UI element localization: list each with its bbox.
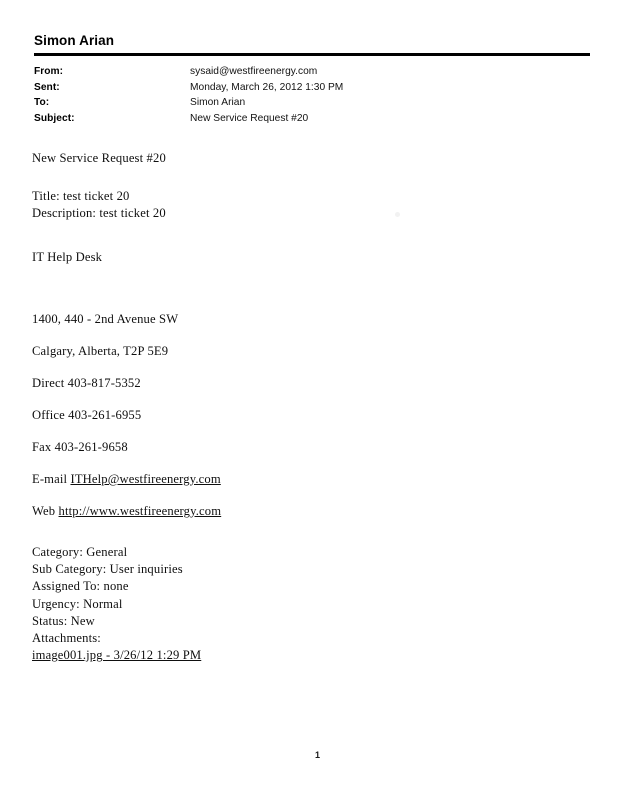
attachment-row [32, 647, 201, 664]
meta-sub-category: Sub Category: User inquiries [32, 562, 183, 577]
signature-contact-block [32, 303, 221, 527]
signature-organisation: IT Help Desk [32, 250, 103, 264]
phone-fax-line: Fax 403-261-9658 [32, 440, 128, 454]
address-city-line: Calgary, Alberta, T2P 5E9 [32, 344, 169, 358]
header-value-sent: Monday, March 26, 2012 1:30 PM [190, 81, 344, 93]
meta-urgency: Urgency: Normal [32, 596, 123, 611]
email-line [32, 463, 221, 495]
address-street-line: 1400, 440 - 2nd Avenue SW [32, 312, 179, 326]
sender-name-heading: Simon Arian [34, 33, 115, 48]
meta-category: Category: General [32, 545, 128, 559]
document-header [34, 33, 590, 56]
ticket-description-line: Description: test ticket 20 [32, 206, 166, 220]
header-divider [34, 53, 590, 56]
header-label-to: To: [34, 97, 50, 109]
header-label-subject: Subject: [34, 112, 75, 124]
web-line [32, 495, 221, 527]
ticket-details-block [32, 188, 166, 222]
phone-office-line: Office 403-261-6955 [32, 408, 142, 422]
body-subject-line: New Service Request #20 [32, 151, 166, 165]
header-label-from: From: [34, 66, 64, 77]
meta-status: Status: New [32, 613, 95, 628]
header-label-sent: Sent: [34, 81, 60, 93]
email-header-fields [34, 64, 554, 126]
web-label: Web [32, 504, 59, 518]
header-value-from: sysaid@westfireenergy.com [190, 66, 318, 77]
ticket-metadata-block [32, 544, 201, 664]
ticket-title-line: Title: test ticket 20 [32, 189, 130, 203]
header-row-from [34, 64, 554, 80]
website-url-link[interactable]: http://www.westfireenergy.com [58, 504, 222, 518]
header-row-sent [34, 80, 554, 96]
email-label: E-mail [32, 472, 71, 486]
page-number: 1 [314, 750, 320, 760]
attachment-file-link[interactable]: image001.jpg - 3/26/12 1:29 PM [32, 648, 202, 663]
header-value-subject: New Service Request #20 [190, 112, 309, 124]
meta-assigned-to: Assigned To: none [32, 579, 129, 594]
scan-artifact-speck [395, 212, 400, 217]
header-row-to [34, 95, 554, 111]
header-row-subject [34, 111, 554, 127]
email-address-link[interactable]: ITHelp@westfireenergy.com [70, 472, 221, 486]
meta-attachments-label: Attachments: [32, 631, 101, 646]
phone-direct-line: Direct 403-817-5352 [32, 376, 141, 390]
header-value-to: Simon Arian [190, 97, 246, 109]
